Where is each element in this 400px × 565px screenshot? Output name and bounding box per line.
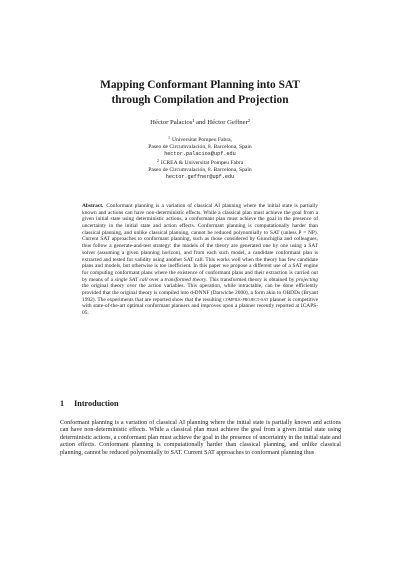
affiliation-1 xyxy=(60,134,340,159)
affiliation-mark: 1 xyxy=(167,135,170,140)
abstract-text-2: over a xyxy=(149,276,163,283)
title-line-1: Mapping Conformant Planning into SAT xyxy=(100,79,300,91)
affiliation-email[interactable]: hector.geffner@upf.edu xyxy=(165,174,235,181)
abstract-text-4: the original theory over the action variables. This operation, while intractable, can be done efficiently provided that the original theory is compiled into d-DNNF (Darwiche 2000), a form akin to OBDDs (Bryant 1992). The experiments that are reported show that the resulting xyxy=(82,283,318,303)
authors: Héctor Palacios¹ and Héctor Geffner² xyxy=(150,119,250,126)
abstract-emphasis: projecting xyxy=(296,276,318,283)
affiliation-2 xyxy=(60,157,340,182)
abstract-label: Abstract. xyxy=(82,203,104,209)
abstract-emphasis: transformed theory xyxy=(164,276,207,283)
affiliation-name: Universitat Pompeu Fabra, xyxy=(171,137,233,143)
abstract-text-3: . This transformed theory is obtained by xyxy=(206,276,295,283)
affiliation-address: Paseo de Circumvalación, 8. Barcelona, Spain xyxy=(148,144,252,151)
section-heading xyxy=(60,399,119,408)
affiliation-name: ICREA & Universitat Pompeu Fabra xyxy=(160,160,244,166)
abstract-text-5: planner is competitive with state-of-the-art optimal conformant planners and improves upon a planner recently reported at ICAPS-05. xyxy=(82,296,318,316)
intro-paragraph: Conformant planning is a variation of classical AI planning where the initial state is partially known and actions can have non-deterministic effects. While a classical plan must achieve the goal from a given initial state using deterministic actions, a conformant plan must achieve the goal in the presence of uncertainty in the initial state and action effects. Conformant planning is computationally harder than classical planning, and unlike classical planning, cannot be reduced polynomially to SAT. Current SAT approaches to conformant planning thus xyxy=(60,420,341,456)
section-title: Introduction xyxy=(74,399,119,408)
abstract-emphasis: single SAT call xyxy=(114,276,148,283)
abstract xyxy=(82,203,318,317)
title-line-2: through Compilation and Projection xyxy=(111,94,289,106)
paper-title xyxy=(60,78,340,108)
section-number: 1 xyxy=(60,399,65,408)
affiliation-email[interactable]: hector.palacios@upf.edu xyxy=(164,151,236,158)
planner-name: compile-project-sat xyxy=(223,296,269,303)
affiliation-address: Paseo de Circumvalación, 8. Barcelona, Spain xyxy=(148,167,252,174)
abstract-text-1: Conformant planning is a variation of classical AI planning where the initial state is partially known and actions can have non-deterministic effects. While a classical plan must achieve the goal from a given initial state using deterministic actions, a conformant plan must achieve the goal in the presence of uncertainty in the initial state and action effects. Conformant planning is computationally harder than classical planning, and unlike classical planning, cannot be reduced polynomially to SAT (unless P = NP). Current SAT approaches to conformant planning, such as those considered by Giunchiglia and colleagues, thus follow a generate-and-test strategy: the models of the theory are generated one by one using a SAT solver (assuming a given planning horizon), and from each such model, a candidate conformant plan is extracted and tested for validity using another SAT call. This works well when the theory has few candidate plans and models, but otherwise is too inefficient. In this paper we propose a different use of a SAT engine for computing conformant plans where the existence of conformant plans and their extraction is carried out by means of a xyxy=(82,203,318,283)
affiliation-mark: 2 xyxy=(156,158,159,163)
